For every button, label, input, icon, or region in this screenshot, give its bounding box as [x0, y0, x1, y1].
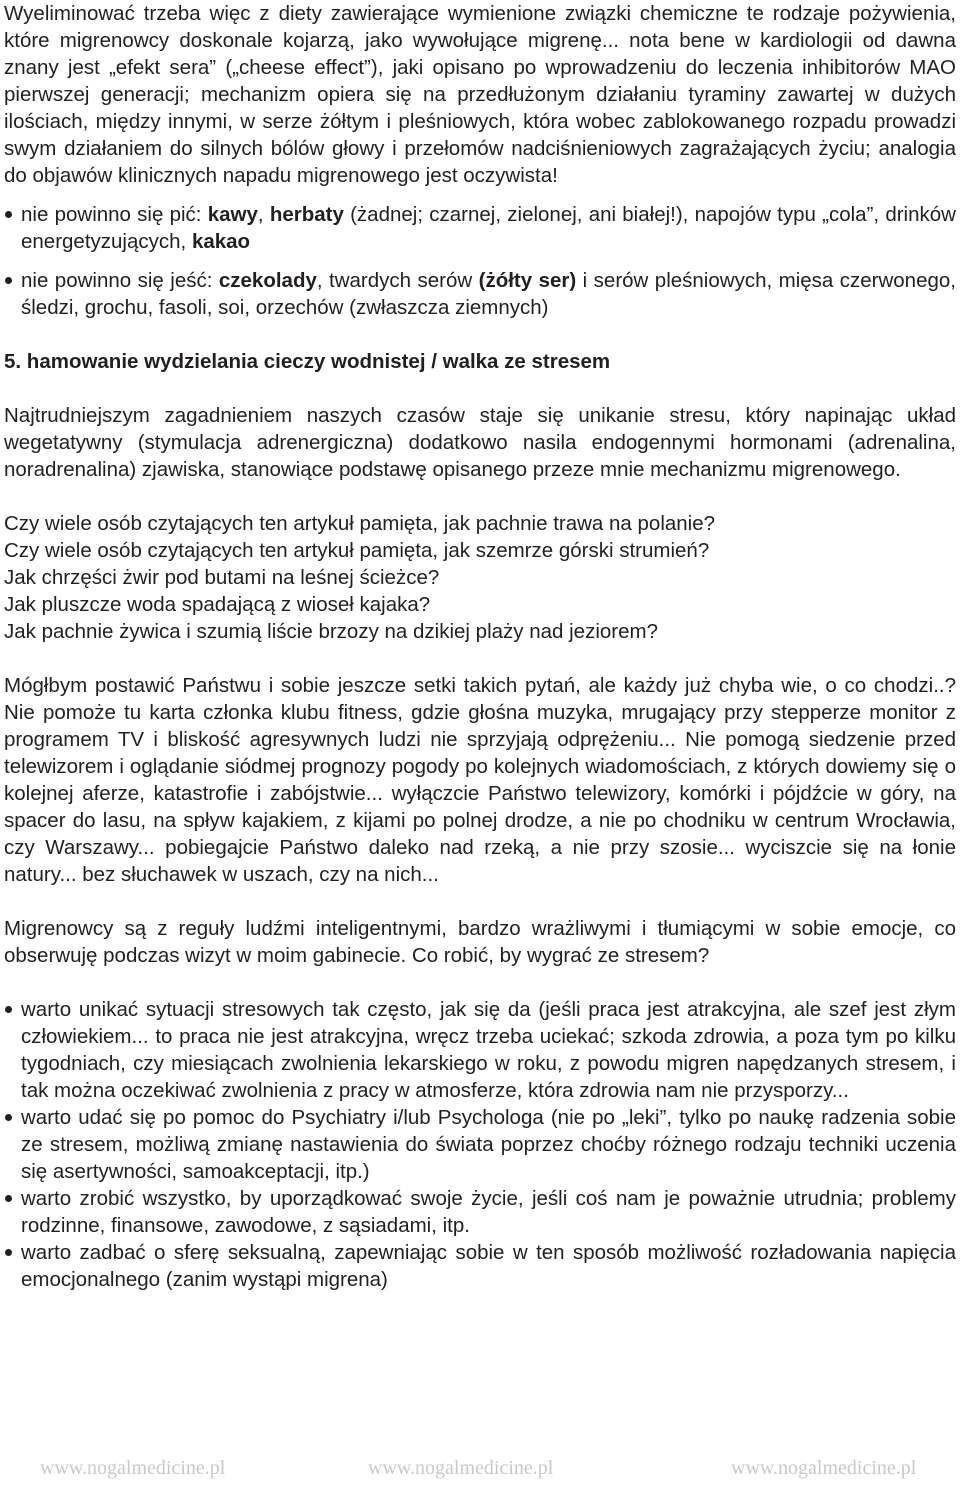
question-line: Jak pluszcze woda spadającą z wioseł kajaka? [4, 593, 431, 616]
section-heading: 5. hamowanie wydzielania cieczy wodnistej / walka ze stresem [4, 350, 611, 373]
list-item: warto unikać sytuacji stresowych tak często, jak się da (jeśli praca jest atrakcyjna, ale szef jest złym człowiekiem... to praca nie jest atrakcyjna, wręcz trzeba uciekać; szkoda zdrowia, a poza tym po kilku tygodniach, czy miesiącach zwolnienia lekarskiego w roku, z powodu migren napędzanych stresem, i tak można oczekiwać zwolnienia z pracy w atmosferze, która zdrowia nam nie przysporzy... [4, 996, 956, 1104]
footer-url: www.nogalmedicine.pl [368, 1457, 554, 1479]
footer-url: www.nogalmedicine.pl [40, 1457, 226, 1479]
page-footer [0, 1457, 960, 1481]
question-line: Czy wiele osób czytających ten artykuł pamięta, jak szemrze górski strumień? [4, 539, 710, 562]
diet-restriction-list [4, 201, 956, 321]
bullet-icon [5, 277, 12, 284]
list-item-drinks: nie powinno się pić: kawy, herbaty (żadnej; czarnej, zielonej, ani białej!), napojów typu „cola”, drinków energetyzujących, kakao [4, 201, 956, 255]
keyword-tea: herbaty [269, 203, 344, 226]
footer-url: www.nogalmedicine.pl [731, 1457, 917, 1479]
nature-paragraph: Mógłbym postawić Państwu i sobie jeszcze setki takich pytań, ale każdy już chyba wie, o co chodzi..? Nie pomoże tu karta członka klubu fitness, gdzie głośna muzyka, mrugający przy stepperze monitor z programem TV i bliskość agresywnych ludzi nie sprzyjają odprężeniu... Nie pomogą siedzenie przed telewizorem i oglądanie siódmej prognozy pogody po kolejnych wiadomościach, z których dowiemy się o kolejnej aferze, katastrofie i zabójstwie... wyłączcie Państwo telewizory, komórki i pójdźcie w góry, na spacer do lasu, na spływ kajakiem, z kijami po polnej drodze, a nie po chodniku w centrum Wrocławia, czy Warszawy... pobiegajcie Państwo daleko nad rzeką, a nie przy szosie... wyciszcie się na łonie natury... bez słuchawek w uszach, czy na nich... [4, 674, 956, 886]
list-item: warto zrobić wszystko, by uporządkować swoje życie, jeśli coś nam je poważnie utrudnia; problemy rodzinne, finansowe, zawodowe, z sąsiadami, itp. [4, 1185, 956, 1239]
keyword-coffee: kawy [207, 203, 258, 226]
question-line: Jak pachnie żywica i szumią liście brzozy na dzikiej plaży nad jeziorem? [4, 620, 658, 643]
bullet-icon [5, 1114, 12, 1121]
stress-paragraph: Najtrudniejszym zagadnieniem naszych czasów staje się unikanie stresu, który napinając układ wegetatywny (stymulacja adrenergiczna) dodatkowo nasila endogennymi hormonami (adrenalina, noradrenalina) zjawiska, stanowiące podstawę opisanego przeze mnie mechanizmu migrenowego. [4, 404, 956, 481]
list-item-food: nie powinno się jeść: czekolady, twardych serów (żółty ser) i serów pleśniowych, mięsa czerwonego, śledzi, grochu, fasoli, soi, orzechów (zwłaszcza ziemnych) [4, 267, 956, 321]
bullet-icon [5, 1249, 12, 1256]
bullet-icon [5, 1195, 12, 1202]
question-line: Czy wiele osób czytających ten artykuł pamięta, jak pachnie trawa na polanie? [4, 512, 716, 535]
keyword-yellow-cheese: (żółty ser) [478, 269, 577, 292]
migraineurs-paragraph: Migrenowcy są z reguły ludźmi inteligentnymi, bardzo wrażliwymi i tłumiącymi w sobie emocje, co obserwuję podczas wizyt w moim gabinecie. Co robić, by wygrać ze stresem? [4, 917, 956, 967]
document-page [4, 0, 956, 1293]
intro-paragraph: Wyeliminować trzeba więc z diety zawierające wymienione związki chemiczne te rodzaje pożywienia, które migrenowcy doskonale kojarzą, jako wywołujące migrenę... nota bene w kardiologii od dawna znany jest „efekt sera” („cheese effect”), jaki opisano po wprowadzeniu do leczenia inhibitorów MAO pierwszej generacji; mechanizm opiera się na przedłużonym działaniu tyraminy zawartej w dużych ilościach, między innymi, w serze żółtym i pleśniowych, która wobec zablokowanego rozpadu prowadzi swym działaniem do silnych bólów głowy i przełomów nadciśnieniowych zagrażających życiu; analogia do objawów klinicznych napadu migrenowego jest oczywista! [4, 2, 956, 187]
bullet-icon [5, 1006, 12, 1013]
advice-list [4, 996, 956, 1293]
keyword-cocoa: kakao [191, 230, 251, 253]
question-line: Jak chrzęści żwir pod butami na leśnej ścieżce? [4, 566, 440, 589]
list-item: warto zadbać o sferę seksualną, zapewniając sobie w ten sposób możliwość rozładowania napięcia emocjonalnego (zanim wystąpi migrena) [4, 1239, 956, 1293]
bullet-icon [5, 211, 12, 218]
list-item: warto udać się po pomoc do Psychiatry i/lub Psychologa (nie po „leki”, tylko po naukę radzenia sobie ze stresem, możliwą zmianę nastawienia do świata poprzez choćby różnego rodzaju techniki uczenia się asertywności, samoakceptacji, itp.) [4, 1104, 956, 1185]
questions-block [4, 510, 956, 645]
keyword-chocolate: czekolady [218, 269, 317, 292]
